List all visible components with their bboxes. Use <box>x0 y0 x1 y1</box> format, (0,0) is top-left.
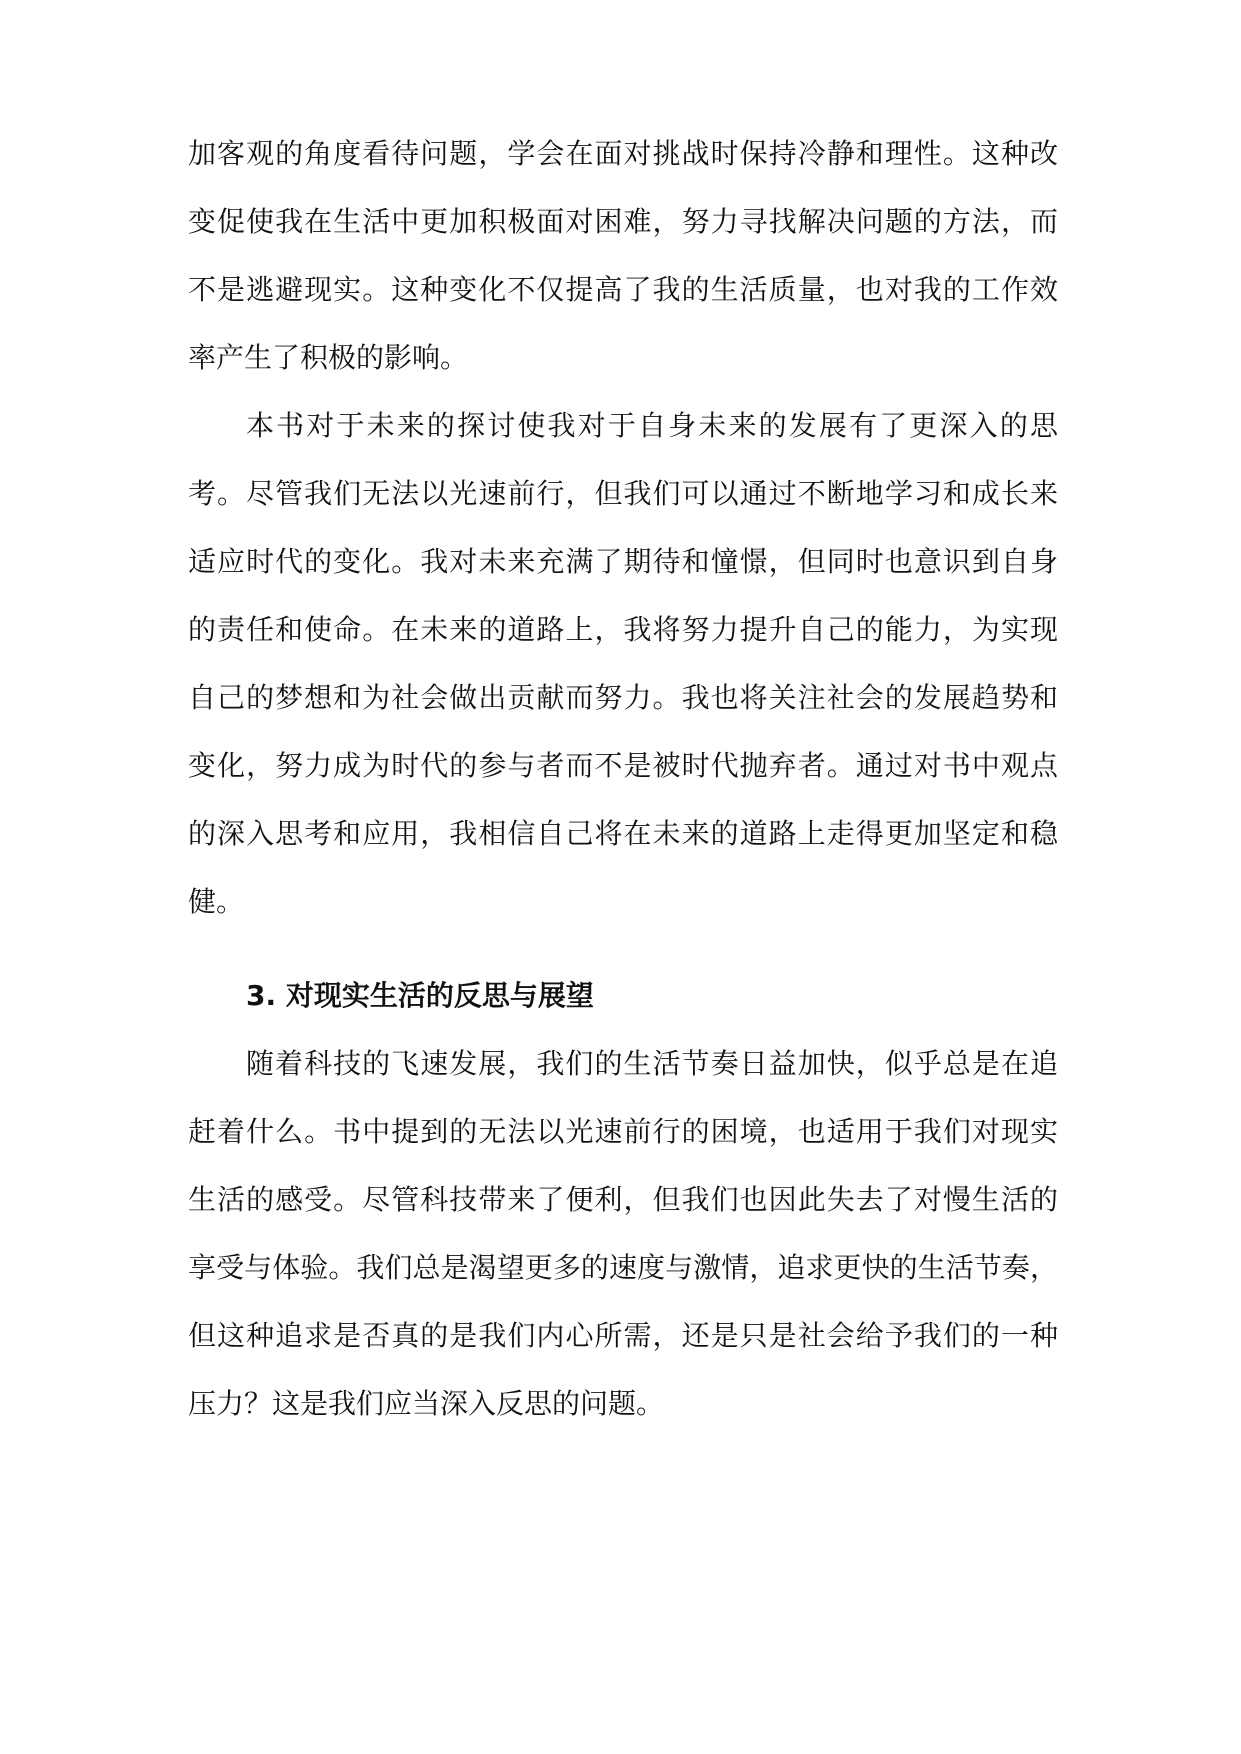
paragraph-line: 加客观的角度看待问题，学会在面对挑战时保持冷静和理性。这种改 <box>188 137 1058 170</box>
paragraph-line: 适应时代的变化。我对未来充满了期待和憧憬，但同时也意识到自身 <box>188 545 1058 578</box>
paragraph-line: 压力？这是我们应当深入反思的问题。 <box>188 1387 665 1420</box>
paragraph-line: 赶着什么。书中提到的无法以光速前行的困境，也适用于我们对现实 <box>188 1115 1058 1148</box>
paragraph-line: 的责任和使命。在未来的道路上，我将努力提升自己的能力，为实现 <box>188 613 1058 646</box>
paragraph-line: 变促使我在生活中更加积极面对困难，努力寻找解决问题的方法，而 <box>188 205 1058 238</box>
paragraph-line: 不是逃避现实。这种变化不仅提高了我的生活质量，也对我的工作效 <box>188 273 1058 306</box>
paragraph-line: 健。 <box>188 885 245 918</box>
paragraph-line: 的深入思考和应用，我相信自己将在未来的道路上走得更加坚定和稳 <box>188 817 1058 850</box>
section-heading: 3. 对现实生活的反思与展望 <box>246 979 594 1012</box>
paragraph-line: 变化，努力成为时代的参与者而不是被时代抛弃者。通过对书中观点 <box>188 749 1058 782</box>
paragraph-line: 享受与体验。我们总是渴望更多的速度与激情，追求更快的生活节奏， <box>188 1251 1058 1284</box>
paragraph-line: 随着科技的飞速发展，我们的生活节奏日益加快，似乎总是在追 <box>246 1047 1058 1080</box>
paragraph-line: 率产生了积极的影响。 <box>188 341 469 374</box>
paragraph-line: 生活的感受。尽管科技带来了便利，但我们也因此失去了对慢生活的 <box>188 1183 1058 1216</box>
paragraph-line: 考。尽管我们无法以光速前行，但我们可以通过不断地学习和成长来 <box>188 477 1058 510</box>
paragraph-line: 本书对于未来的探讨使我对于自身未来的发展有了更深入的思 <box>246 409 1058 442</box>
paragraph-line: 但这种追求是否真的是我们内心所需，还是只是社会给予我们的一种 <box>188 1319 1058 1352</box>
paragraph-line: 自己的梦想和为社会做出贡献而努力。我也将关注社会的发展趋势和 <box>188 681 1058 714</box>
